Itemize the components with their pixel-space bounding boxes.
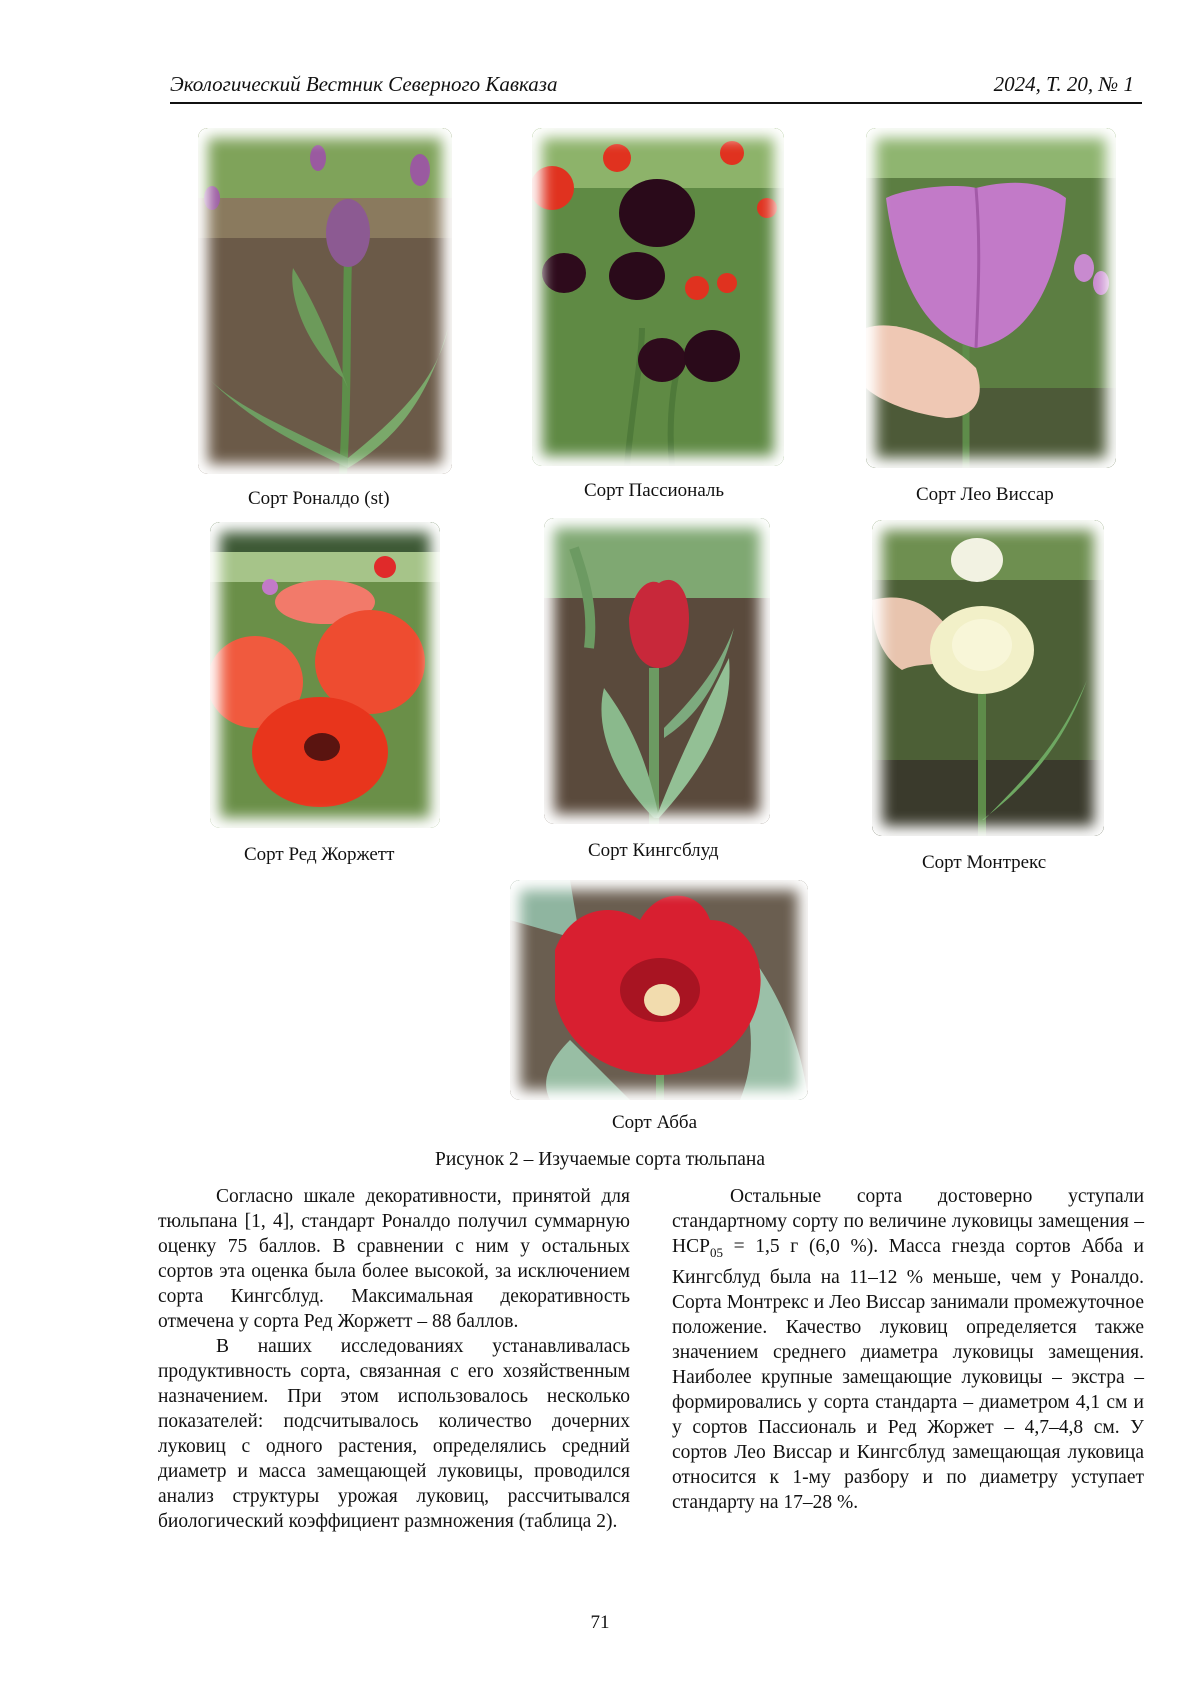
body-column-left	[158, 1184, 630, 1534]
caption-kingsblood: Сорт Кингсблуд	[588, 840, 719, 861]
journal-title: Экологический Вестник Северного Кавказа	[170, 72, 558, 96]
photo-passional	[532, 128, 784, 466]
body-column-right	[672, 1184, 1144, 1515]
caption-passional: Сорт Пассиональ	[584, 480, 725, 501]
caption-leo-vissar: Сорт Лео Виссар	[916, 484, 1054, 505]
photo-montreux	[872, 520, 1104, 836]
caption-red-georgette: Сорт Ред Жоржетт	[244, 844, 395, 865]
paragraph: В наших исследованиях устанавливалась продуктивность сорта, связанная с его хозяйственным назначением. При этом использовалось несколько показателей: подсчитывалось количество дочерних луковиц с одного растения, определялись средний диаметр и масса замещающей луковицы, проводился анализ структуры урожая луковиц, рассчитывался биологический коэффициент размножения (таблица 2).	[158, 1336, 630, 1532]
photo-leo-vissar	[866, 128, 1116, 468]
photo-abba	[510, 880, 808, 1100]
caption-montreux: Сорт Монтрекс	[922, 852, 1047, 873]
text-fragment: Остальные сорта достоверно уступали стандартному сорту по величине луковицы замещения – НСР	[672, 1186, 1144, 1257]
subscript: 05	[709, 1244, 723, 1260]
figure-title: Рисунок 2 – Изучаемые сорта тюльпана	[434, 1149, 766, 1170]
photo-red-georgette	[210, 522, 440, 828]
paragraph: Согласно шкале декоративности, принятой для тюльпана [1, 4], стандарт Роналдо получил суммарную оценку 75 баллов. В сравнении с ним у остальных сортов эта оценка была более высокой, за исключением сорта Кингсблуд. Максимальная декоративность отмечена у сорта Ред Жоржетт – 88 баллов.	[158, 1186, 630, 1332]
paragraph	[672, 1184, 1144, 1515]
journal-volume: 2024, Т. 20, № 1	[993, 72, 1134, 96]
text-fragment: = 1,5 г (6,0 %). Масса гнезда сортов Абба и Кингсблуд была на 11–12 % меньше, чем у Роналдо. Сорта Монтрекс и Лео Виссар занимали промежуточное положение. Качество луковиц определяется также значением среднего диаметра луковицы замещения. Наиболее крупные замещающие луковицы – экстра – формировались у сорта стандарта – диаметром 4,1 см и у сортов Пассиональ и Ред Жоржет – 4,7–4,8 см. У сортов Лео Виссар и Кингсблуд замещающая луковица относится к 1-му разбору и по диаметру уступает стандарту на 17–28 %.	[672, 1236, 1144, 1513]
running-header	[170, 68, 1142, 104]
caption-ronaldo: Сорт Роналдо (st)	[248, 488, 390, 509]
caption-abba: Сорт Абба	[612, 1112, 697, 1133]
page-number: 71	[590, 1612, 610, 1633]
photo-kingsblood	[544, 518, 770, 824]
photo-ronaldo	[198, 128, 452, 474]
